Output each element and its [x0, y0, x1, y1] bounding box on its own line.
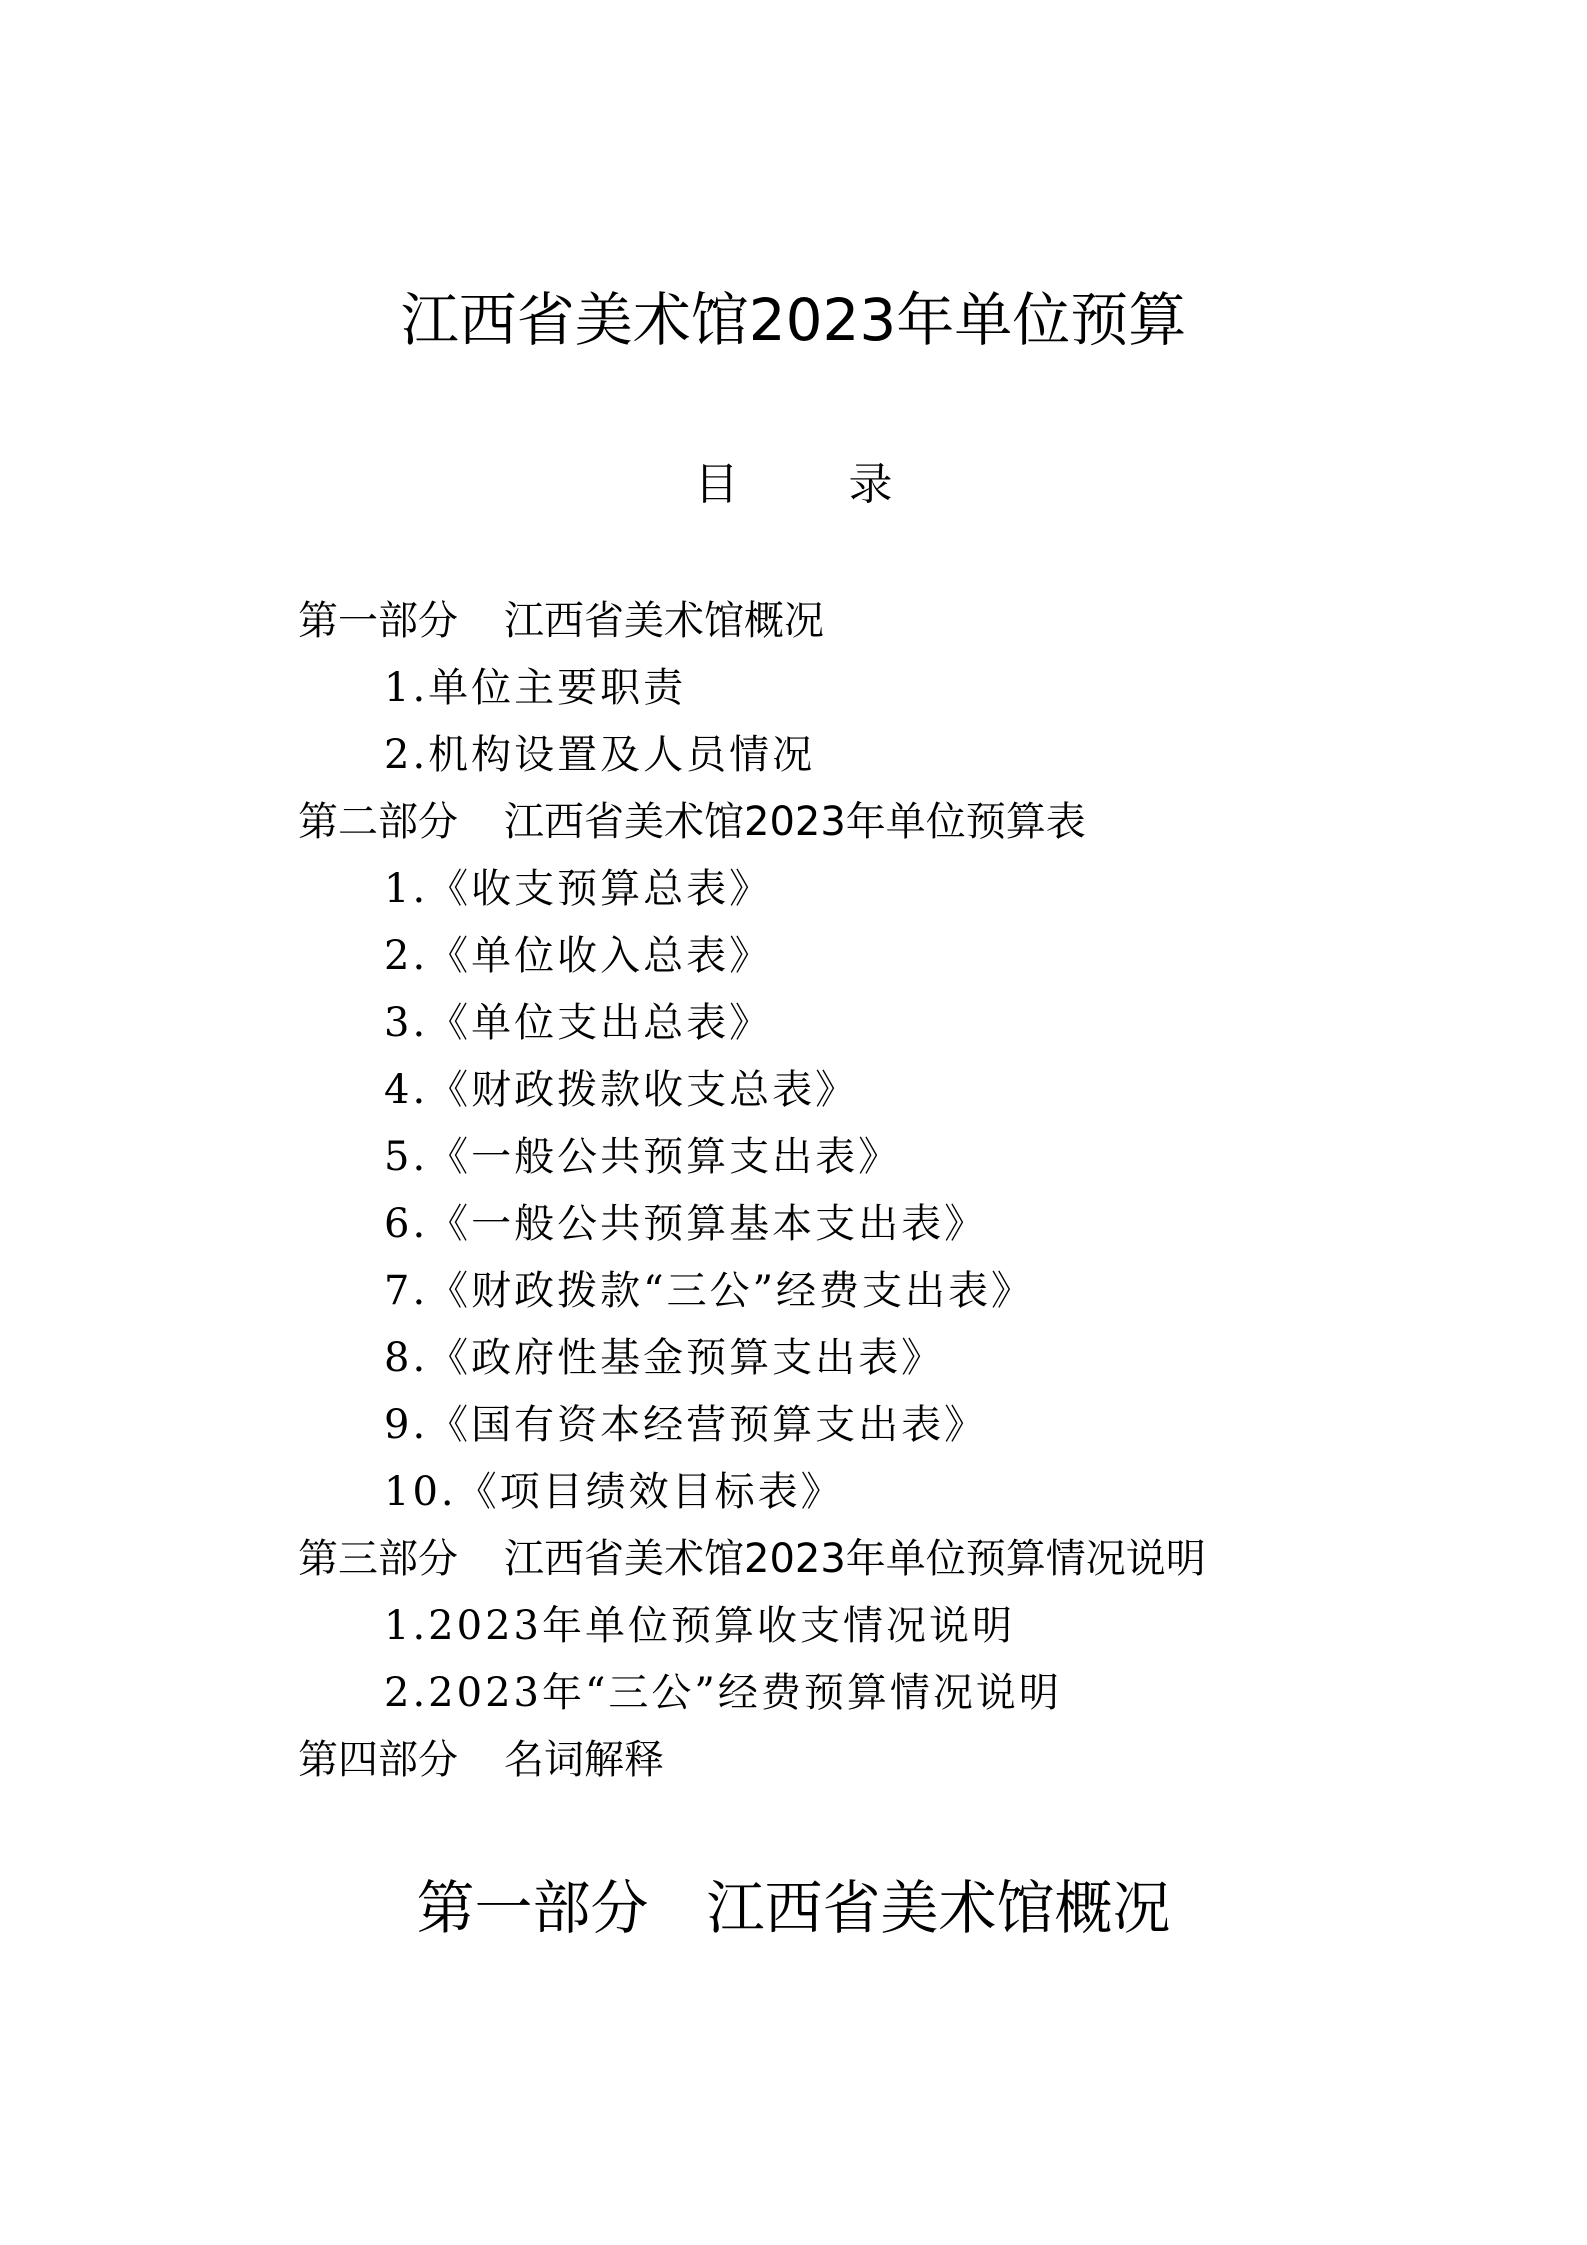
- toc-item[interactable]: 9.《国有资本经营预算支出表》: [384, 1402, 988, 1448]
- toc-item[interactable]: 2.2023年“三公”经费预算情况说明: [384, 1670, 1062, 1716]
- toc-part-label: 第四部分: [298, 1737, 458, 1783]
- toc-part-3[interactable]: [298, 1526, 1398, 1593]
- toc-part-label: 第二部分: [298, 799, 458, 845]
- toc-item[interactable]: 10.《项目绩效目标表》: [384, 1469, 844, 1515]
- table-of-contents: [298, 588, 1398, 1794]
- toc-item[interactable]: 2.《单位收入总表》: [384, 933, 773, 979]
- toc-part-label: 第三部分: [298, 1536, 458, 1582]
- section-title: 江西省美术馆概况: [706, 1874, 1171, 1942]
- toc-part-label: 第一部分: [298, 598, 458, 644]
- section-label: 第一部分: [416, 1874, 649, 1942]
- toc-heading: [0, 450, 1587, 520]
- toc-item[interactable]: 7.《财政拨款“三公”经费支出表》: [384, 1268, 1035, 1314]
- toc-part-title: 名词解释: [504, 1737, 664, 1783]
- toc-item[interactable]: 1.《收支预算总表》: [384, 866, 773, 912]
- toc-item[interactable]: 1.2023年单位预算收支情况说明: [384, 1603, 1015, 1649]
- toc-item[interactable]: 1.单位主要职责: [384, 665, 687, 711]
- document-title: 江西省美术馆2023年单位预算: [400, 286, 1187, 354]
- section-heading: [0, 1868, 1587, 1948]
- toc-part-1[interactable]: [298, 588, 1398, 655]
- toc-item[interactable]: 6.《一般公共预算基本支出表》: [384, 1201, 988, 1247]
- toc-item[interactable]: 8.《政府性基金预算支出表》: [384, 1335, 945, 1381]
- toc-item[interactable]: 3.《单位支出总表》: [384, 1000, 773, 1046]
- toc-heading-right: 录: [848, 459, 893, 510]
- toc-part-4[interactable]: [298, 1727, 1398, 1794]
- toc-part-title: 江西省美术馆概况: [504, 598, 824, 644]
- toc-heading-left: 目: [694, 459, 739, 510]
- toc-item[interactable]: 4.《财政拨款收支总表》: [384, 1067, 859, 1113]
- toc-item[interactable]: 5.《一般公共预算支出表》: [384, 1134, 902, 1180]
- toc-item[interactable]: 2.机构设置及人员情况: [384, 732, 816, 778]
- toc-part-2[interactable]: [298, 789, 1398, 856]
- toc-part-title: 江西省美术馆2023年单位预算情况说明: [504, 1536, 1206, 1582]
- toc-part-title: 江西省美术馆2023年单位预算表: [504, 799, 1086, 845]
